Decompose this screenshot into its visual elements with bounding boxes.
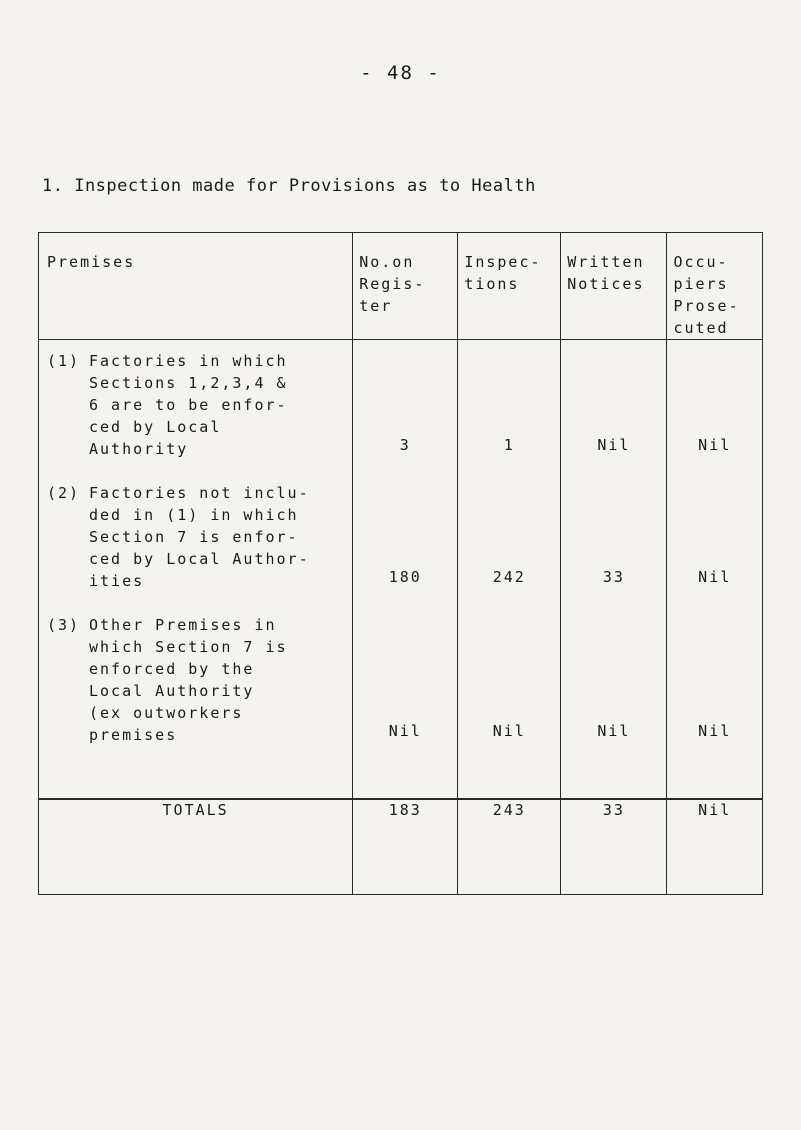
inspections-column xyxy=(458,340,561,800)
row-2-inspections: 242 xyxy=(492,568,526,586)
header-premises: Premises xyxy=(39,233,353,340)
registered-column xyxy=(353,340,458,800)
row-3-label: Other Premises in which Section 7 is enforced by the Local Authority (ex outworkers premises xyxy=(89,616,288,744)
row-1-inspections: 1 xyxy=(503,436,515,454)
totals-inspections: 243 xyxy=(458,799,561,895)
row-1-prosecuted: Nil xyxy=(698,436,732,454)
row-2 xyxy=(47,482,344,592)
row-1-label: Factories in which Sections 1,2,3,4 & 6 are to be enfor- ced by Local Authority xyxy=(89,352,288,458)
row-2-registered: 180 xyxy=(388,568,422,586)
totals-notices: 33 xyxy=(561,799,667,895)
premises-cell xyxy=(39,340,353,800)
page-number: - 48 - xyxy=(360,62,441,84)
row-3-registered: Nil xyxy=(388,722,422,740)
row-3-notices: Nil xyxy=(597,722,631,740)
row-3-inspections: Nil xyxy=(492,722,526,740)
header-registered: No.on Regis- ter xyxy=(353,233,458,340)
row-3 xyxy=(47,614,344,746)
row-2-label: Factories not inclu- ded in (1) in which Section 7 is enfor- ced by Local Author- ities xyxy=(89,484,310,590)
row-2-notices: 33 xyxy=(602,568,625,586)
totals-row xyxy=(39,799,763,895)
row-1-registered: 3 xyxy=(399,436,411,454)
row-2-prosecuted: Nil xyxy=(698,568,732,586)
header-inspections: Inspec- tions xyxy=(458,233,561,340)
inspection-table xyxy=(38,232,763,895)
notices-column xyxy=(561,340,667,800)
body-row xyxy=(39,340,763,800)
row-1 xyxy=(47,350,344,460)
header-occupiers-prosecuted: Occu- piers Prose- cuted xyxy=(667,233,763,340)
row-1-number: (1) xyxy=(47,352,81,370)
totals-prosecuted: Nil xyxy=(667,799,763,895)
prosecuted-column xyxy=(667,340,763,800)
row-1-notices: Nil xyxy=(597,436,631,454)
totals-registered: 183 xyxy=(353,799,458,895)
totals-label: TOTALS xyxy=(39,799,353,895)
row-2-number: (2) xyxy=(47,484,81,502)
header-row xyxy=(39,233,763,340)
row-3-number: (3) xyxy=(47,616,81,634)
row-3-prosecuted: Nil xyxy=(698,722,732,740)
section-heading: 1. Inspection made for Provisions as to Health xyxy=(42,176,536,196)
header-written-notices: Written Notices xyxy=(561,233,667,340)
